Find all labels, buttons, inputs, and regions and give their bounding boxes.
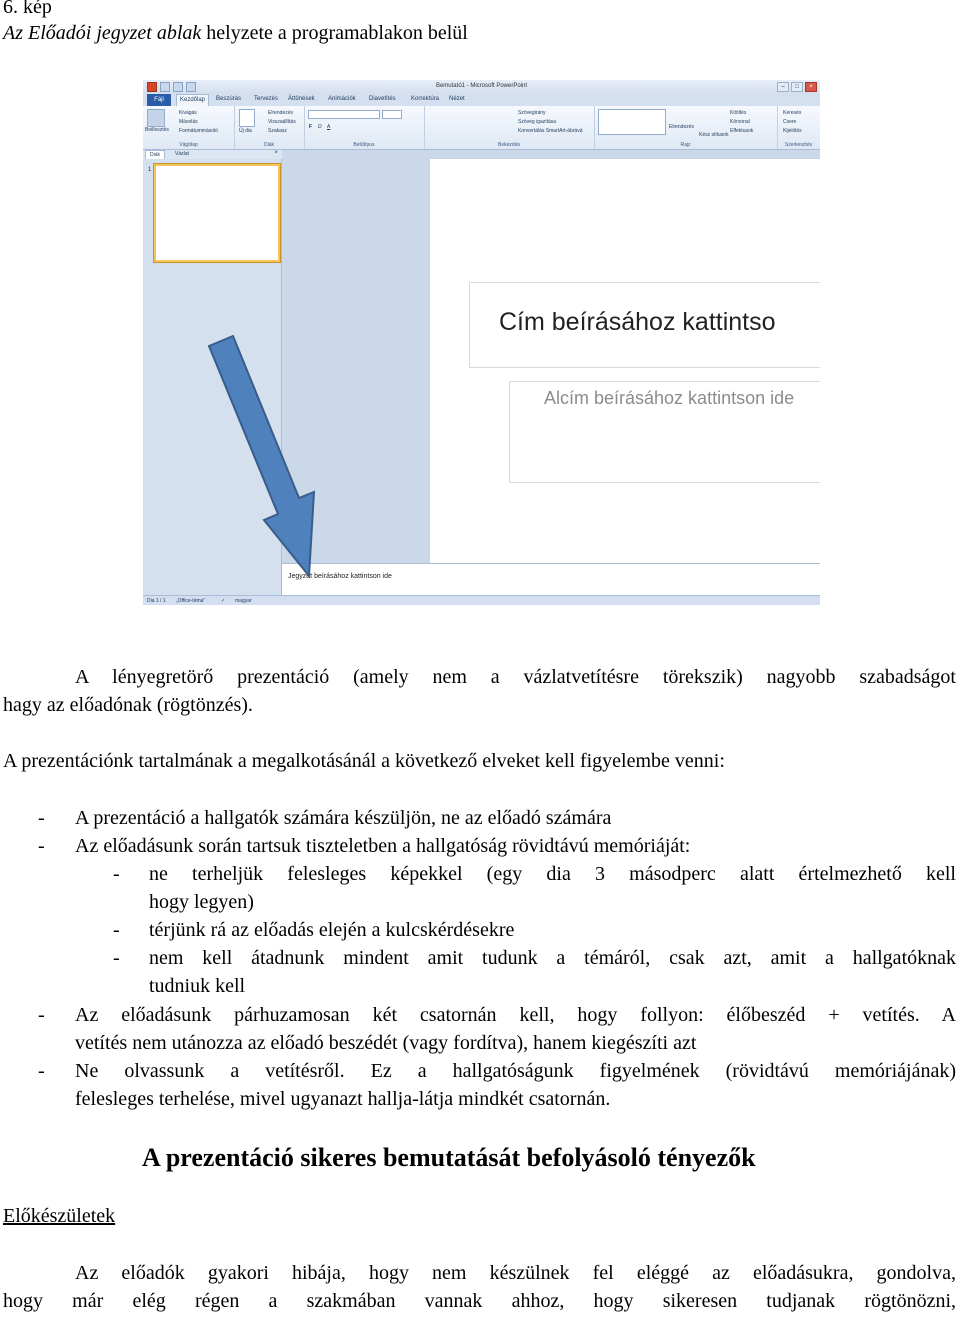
- text-direction-button[interactable]: Szövegirány: [518, 110, 546, 116]
- caption-italic: Az Előadói jegyzet ablak: [3, 22, 202, 44]
- tab-review[interactable]: Korrektúra: [411, 96, 440, 102]
- title-placeholder-text: Cím beírásához kattintso: [499, 308, 776, 336]
- new-slide-button[interactable]: Új dia: [239, 128, 252, 134]
- find-button[interactable]: Keresés: [783, 110, 802, 116]
- minimize-icon[interactable]: –: [777, 82, 789, 92]
- bullet-3-line-2: vetítés nem utánozza az előadó beszédét (vagy fordítva), hanem kiegészíti azt: [75, 1032, 697, 1054]
- arrange-button[interactable]: Elrendezés: [669, 124, 695, 130]
- shape-outline-button[interactable]: Körvonal: [730, 119, 750, 125]
- tab-slideshow[interactable]: Diavetítés: [369, 96, 396, 102]
- figure-caption: [3, 22, 468, 45]
- annotation-arrow: [143, 80, 820, 605]
- sub-bullet-3-line-1: nem kell átadnunk mindent amit tudunk a témáról, csak azt, amit a hallgatóknak: [149, 947, 956, 969]
- italic-icon[interactable]: D: [318, 124, 322, 130]
- reset-button[interactable]: Visszaállítás: [268, 119, 296, 125]
- bullet-dash: -: [38, 1060, 45, 1082]
- layout-button[interactable]: Elrendezés: [268, 110, 294, 116]
- select-button[interactable]: Kijelölés: [783, 128, 802, 134]
- closing-line-2: hogy már elég régen a szakmában vannak ahhoz, hogy sikeresen tudjanak rögtönözni,: [3, 1290, 956, 1312]
- smartart-button[interactable]: Konvertálás SmartArt-ábrává: [518, 128, 583, 134]
- spellcheck-icon[interactable]: ✓: [221, 598, 226, 604]
- tab-animations[interactable]: Animációk: [328, 96, 356, 102]
- principles-intro: A prezentációnk tartalmának a megalkotásánál a következő elveket kell figyelembe venni:: [3, 750, 725, 772]
- sub-bullet-3-line-2: tudniuk kell: [149, 975, 246, 997]
- sub-bullet-dash: -: [113, 919, 120, 941]
- group-label-font: Betűtípus: [353, 142, 375, 148]
- underline-icon[interactable]: A: [327, 124, 331, 130]
- close-pane-icon[interactable]: ×: [274, 150, 278, 156]
- paste-button[interactable]: Beillesztés: [145, 127, 169, 133]
- theme-name: „Office-téma”: [176, 598, 206, 604]
- thumbnail-number: 1: [148, 167, 152, 173]
- bullet-1: A prezentáció a hallgatók számára készüljön, ne az előadó számára: [75, 807, 612, 829]
- bullet-3-line-1: Az előadásunk párhuzamosan két csatornán kell, hogy follyon: élőbeszéd + vetítés. A: [75, 1004, 956, 1026]
- tab-outline[interactable]: Vázlat: [175, 151, 189, 157]
- arrow-shape: [209, 336, 314, 576]
- format-painter-button[interactable]: Formátummásoló: [179, 128, 218, 134]
- maximize-icon[interactable]: □: [791, 82, 803, 92]
- group-label-slides: Diák: [263, 142, 274, 148]
- align-text-button[interactable]: Szöveg igazítása: [518, 119, 557, 125]
- sub-bullet-dash: -: [113, 947, 120, 969]
- bullet-4-line-2: felesleges terhelése, mivel ugyanazt hallja-látja mindkét csatornán.: [75, 1088, 611, 1110]
- group-label-paragraph: Bekezdés: [498, 142, 520, 148]
- copy-button[interactable]: Másolás: [179, 119, 198, 125]
- bullet-dash: -: [38, 1004, 45, 1026]
- shape-fill-button[interactable]: Kitöltés: [730, 110, 747, 116]
- language-indicator[interactable]: magyar: [235, 598, 252, 604]
- close-icon[interactable]: ×: [805, 82, 817, 92]
- caption-rest: helyzete a programablakon belül: [201, 22, 468, 44]
- bullet-4-line-1: Ne olvassunk a vetítésről. Ez a hallgatóságunk figyelmének (rövidtávú memóriájának): [75, 1060, 956, 1082]
- quick-styles-button[interactable]: Kész stílusok: [699, 132, 729, 138]
- slide-counter: Dia 1 / 1: [147, 598, 166, 604]
- tab-insert[interactable]: Beszúrás: [216, 96, 242, 102]
- cut-button[interactable]: Kivágás: [179, 110, 197, 116]
- group-label-editing: Szerkesztés: [784, 142, 813, 148]
- notes-placeholder-text: Jegyzet beírásához kattintson ide: [288, 573, 392, 580]
- tab-home[interactable]: Kezdőlap: [176, 94, 209, 107]
- intro-line-2: hagy az előadónak (rögtönzés).: [3, 694, 253, 716]
- replace-button[interactable]: Csere: [783, 119, 797, 125]
- figure-number: 6. kép: [3, 0, 52, 18]
- bullet-dash: -: [38, 835, 45, 857]
- closing-line-1: Az előadók gyakori hibája, hogy nem készülnek fel eléggé az előadásukra, gondolva,: [75, 1262, 956, 1284]
- tab-transitions[interactable]: Áttűnések: [288, 96, 315, 102]
- tab-view[interactable]: Nézet: [449, 96, 465, 102]
- powerpoint-screenshot: [143, 80, 820, 605]
- subtitle-placeholder-text: Alcím beírásához kattintson ide: [544, 388, 795, 408]
- intro-line-1: A lényegretörő prezentáció (amely nem a vázlatvetítésre törekszik) nagyobb szabadságot: [75, 666, 956, 688]
- sub-bullet-1-line-1: ne terheljük felesleges képekkel (egy dia 3 másodperc alatt értelmezhető kell: [149, 863, 956, 885]
- shape-effects-button[interactable]: Effektusok: [730, 128, 754, 134]
- section-heading: A prezentáció sikeres bemutatását befolyásoló tényezők: [142, 1143, 756, 1172]
- subsection-title: Előkészületek: [3, 1205, 116, 1227]
- group-label-clipboard: Vágólap: [179, 142, 198, 148]
- window-title: Bemutató1 - Microsoft PowerPoint: [435, 83, 528, 89]
- section-button[interactable]: Szakasz: [268, 128, 287, 134]
- tab-design[interactable]: Tervezés: [254, 96, 279, 102]
- sub-bullet-2: térjünk rá az előadás elején a kulcskérdésekre: [149, 919, 515, 941]
- bold-icon[interactable]: F: [309, 124, 313, 130]
- sub-bullet-1-line-2: hogy legyen): [149, 891, 254, 913]
- bullet-2: Az előadásunk során tartsuk tiszteletben a hallgatóság rövidtávú memóriáját:: [75, 835, 691, 857]
- tab-slides[interactable]: Diák: [145, 150, 165, 160]
- tab-file[interactable]: Fájl: [147, 94, 171, 106]
- sub-bullet-dash: -: [113, 863, 120, 885]
- group-label-drawing: Rajz: [680, 142, 691, 148]
- bullet-dash: -: [38, 807, 45, 829]
